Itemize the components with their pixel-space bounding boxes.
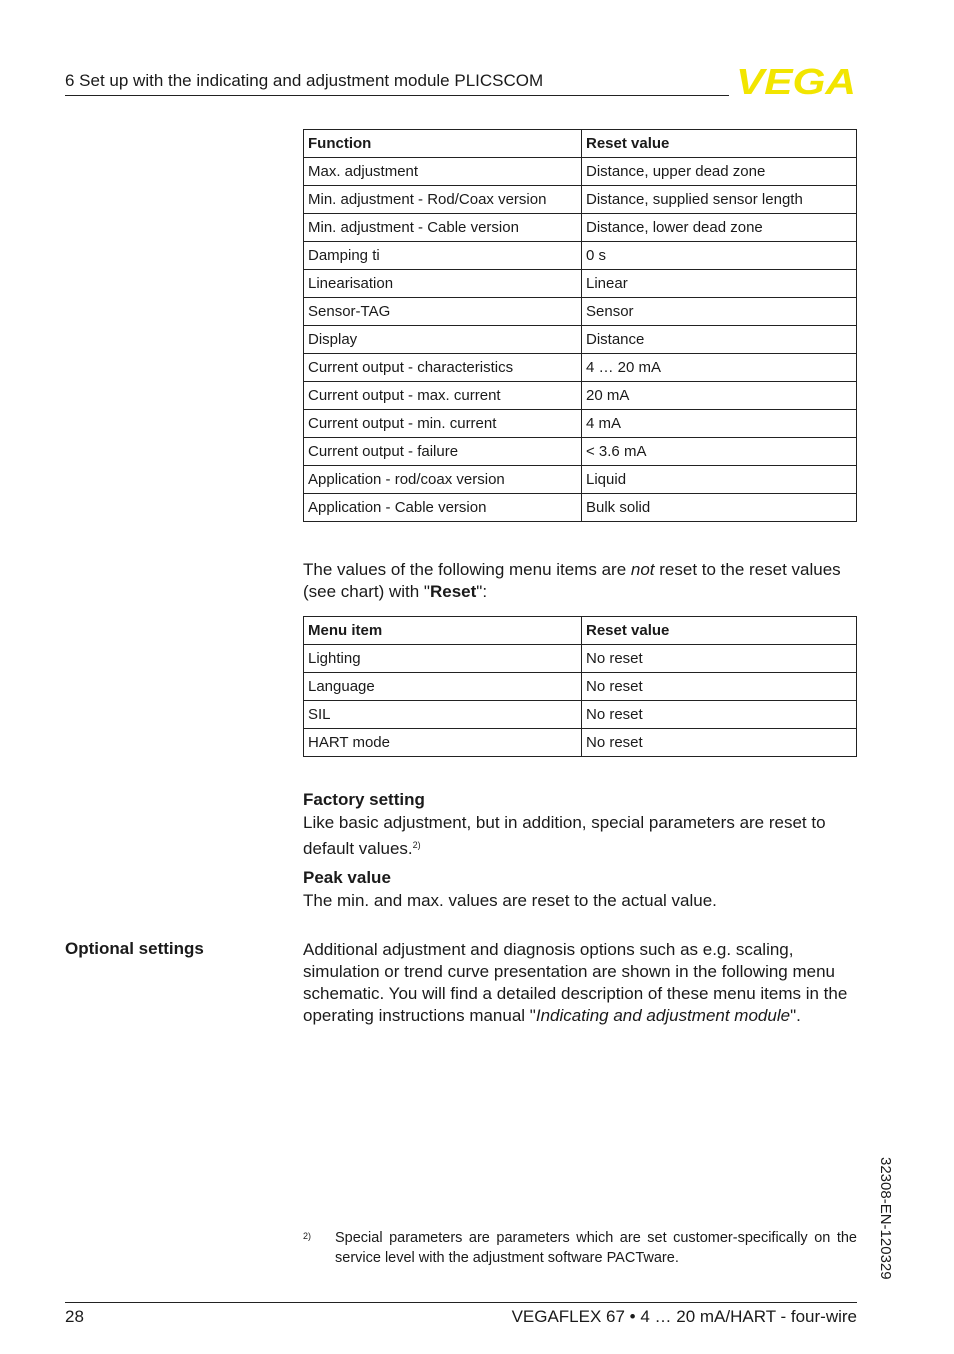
table-row	[304, 298, 857, 326]
table-cell-value: 4 mA	[582, 410, 857, 438]
table-row	[304, 382, 857, 410]
table-cell-value: No reset	[582, 701, 857, 729]
table-cell-value: Distance, upper dead zone	[582, 158, 857, 186]
table-row	[304, 645, 857, 673]
factory-setting-text: Like basic adjustment, but in addition, special parameters are reset to default values.$^{2)}$	[303, 813, 826, 858]
table-cell-label: Min. adjustment - Cable version	[304, 214, 582, 242]
table-row	[304, 186, 857, 214]
table-row	[304, 729, 857, 757]
table-cell-label: Max. adjustment	[304, 158, 582, 186]
table-cell-label: Damping ti	[304, 242, 582, 270]
reset-values-table	[303, 129, 857, 522]
table-row	[304, 214, 857, 242]
table-cell-label: Current output - characteristics	[304, 354, 582, 382]
column-header-reset-value: Reset value	[582, 130, 857, 158]
table-cell-value: Linear	[582, 270, 857, 298]
factory-setting-heading: Factory setting	[303, 790, 425, 809]
table-cell-value: No reset	[582, 673, 857, 701]
table-cell-label: Sensor-TAG	[304, 298, 582, 326]
column-header-reset-value: Reset value	[582, 617, 857, 645]
table-row	[304, 466, 857, 494]
table-cell-label: Lighting	[304, 645, 582, 673]
footer-product-title: VEGAFLEX 67 • 4 … 20 mA/HART - four-wire	[511, 1307, 857, 1326]
document-code: 32308-EN-120329	[877, 1157, 894, 1280]
table-cell-label: HART mode	[304, 729, 582, 757]
table-cell-label: Display	[304, 326, 582, 354]
column-header-function: Function	[304, 130, 582, 158]
table-cell-value: 4 … 20 mA	[582, 354, 857, 382]
footer-rule	[65, 1302, 857, 1303]
table-row	[304, 494, 857, 522]
table-cell-value: 20 mA	[582, 382, 857, 410]
table-cell-value: Bulk solid	[582, 494, 857, 522]
footnote-reference: 2)	[412, 840, 421, 850]
table-header-row	[304, 617, 857, 645]
table-row	[304, 354, 857, 382]
vega-logo	[734, 64, 858, 98]
table-cell-value: < 3.6 mA	[582, 438, 857, 466]
menu-items-table	[303, 616, 857, 757]
table-row	[304, 410, 857, 438]
page-number: 28	[65, 1307, 84, 1326]
footnote-mark: 2)	[303, 1231, 312, 1241]
table-header-row	[304, 130, 857, 158]
table-cell-value: Distance, supplied sensor length	[582, 186, 857, 214]
table-row	[304, 701, 857, 729]
table-cell-label: Linearisation	[304, 270, 582, 298]
table-row	[304, 242, 857, 270]
table-cell-label: Application - rod/coax version	[304, 466, 582, 494]
not-reset-paragraph: The values of the following menu items are not reset to the reset values (see chart) with "Reset":	[303, 560, 841, 601]
table-row	[304, 158, 857, 186]
table-cell-label: Min. adjustment - Rod/Coax version	[304, 186, 582, 214]
table-cell-value: Distance, lower dead zone	[582, 214, 857, 242]
table-cell-label: Current output - min. current	[304, 410, 582, 438]
table-row	[304, 438, 857, 466]
table-cell-value: No reset	[582, 729, 857, 757]
table-cell-value: Sensor	[582, 298, 857, 326]
table-cell-label: Language	[304, 673, 582, 701]
table-cell-value: Liquid	[582, 466, 857, 494]
table-cell-label: Current output - failure	[304, 438, 582, 466]
column-header-menu-item: Menu item	[304, 617, 582, 645]
table-cell-label: Application - Cable version	[304, 494, 582, 522]
table-row	[304, 673, 857, 701]
section-title: 6 Set up with the indicating and adjustment module PLICSCOM	[65, 71, 544, 90]
optional-settings-text: Additional adjustment and diagnosis options such as e.g. scaling, simulation or trend curve presentation are shown in the following menu schematic. You will find a detailed description of these menu items in the operating instructions manual "Indicating and adjustment module".	[303, 940, 848, 1025]
table-cell-label: SIL	[304, 701, 582, 729]
footnote-text: Special parameters are parameters which are set customer-specifically on the service level with the adjustment software PACTware.	[335, 1230, 857, 1266]
table-row	[304, 326, 857, 354]
optional-settings-side-heading: Optional settings	[65, 939, 204, 958]
table-cell-value: Distance	[582, 326, 857, 354]
peak-value-heading: Peak value	[303, 868, 391, 887]
table-cell-value: No reset	[582, 645, 857, 673]
header-rule	[65, 95, 729, 96]
table-cell-value: 0 s	[582, 242, 857, 270]
table-row	[304, 270, 857, 298]
svg-text:VEGA: VEGA	[736, 64, 856, 98]
peak-value-text: The min. and max. values are reset to the actual value.	[303, 891, 717, 910]
table-cell-label: Current output - max. current	[304, 382, 582, 410]
